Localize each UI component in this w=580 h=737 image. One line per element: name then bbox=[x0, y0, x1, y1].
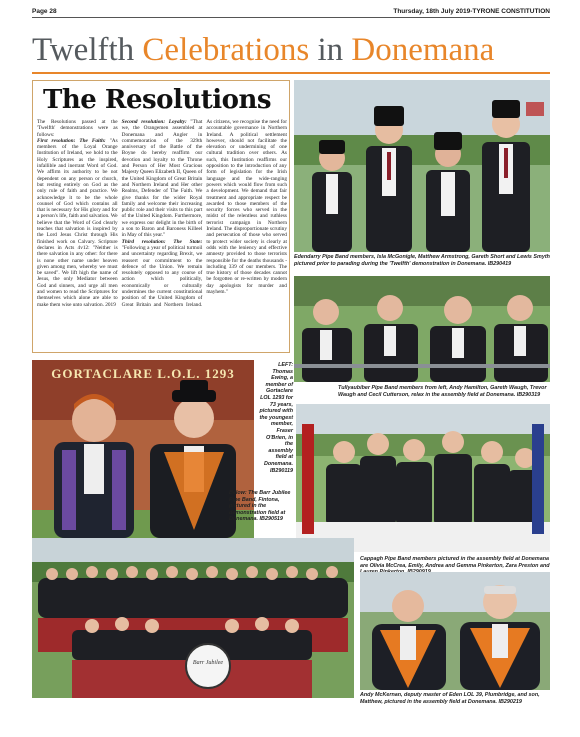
banner-lettering: GORTACLARE L.O.L. 1293 bbox=[51, 366, 235, 381]
article-paragraph: The Resolutions passed at the 'Twelfth' demonstrations were as follows: bbox=[37, 119, 118, 138]
article-title: The Resolutions bbox=[43, 85, 272, 115]
article-body bbox=[37, 119, 287, 351]
article-paragraph: Third resolution: The State: "Following a year of political turmoil and uncertainty regarding Brexit, we reassert our commitment to the defence of the Union. We remain resolutely opposed to any course of action which politically, economically or culturally undermines the current constitutional position of the United Kingdom of Great Britain and Northern Ireland. As citizens, we recognise the need for accountable governance in Northern Ireland. A political settlement however, should not facilitate the elevation or undermining of one cultural tradition over others. As such, this Institution reaffirms our opposition to the introduction of any form of legislation for the Irish language and the wide-ranging powers which would flow from such a development. We demand that fair treatment and appropriate respect be awarded to those members of the security forces who served in the midst of the relentless and ruthless terrorist campaign in Northern Ireland. The disproportionate scrutiny and persecution of those who served to protect wider society is clearly at odds with the leniency and effective amnesty provided to those terrorists responsible for the deaths thousands - including 339 of our members. The true history of those decades cannot be forgotten or re-written by modern day apologists for murder and mayhem." bbox=[121, 119, 287, 308]
page-headline bbox=[32, 30, 550, 70]
photo-four-men bbox=[294, 276, 550, 382]
headline-word-in: in bbox=[309, 32, 352, 68]
dateline: Thursday, 18th July 2019-TYRONE CONSTITUTION bbox=[393, 8, 550, 15]
headline-word-twelfth: Twelfth bbox=[32, 32, 143, 68]
article-paragraph: Second resolution: Loyalty: "That we, the Orangemen assembled at Donemana and Angler in commemoration of the 329th anniversary of the Battle of the Boyne do hereby reaffirm our devotion and loyalty to the Throne and Person of Her Most Gracious Majesty Queen Elizabeth II, Queen of the United Kingdom of Great Britain and Northern Ireland and Her other Realms, Defender of The Faith. We give thanks for the wider Royal family and welcome their increasing public role and their visits to this part of the United Kingdom. Furthermore, we express our delight in the birth of a son to Baron and Baroness Killeel in May of this year." bbox=[121, 119, 203, 239]
photo-barr-jubilee-band bbox=[32, 538, 354, 698]
photo-cappagh-band bbox=[296, 404, 550, 552]
caption-father-son: Andy McKernan, deputy master of Eden LOL 39, Plumbridge, and son, Matthew, pictured in the assembly field at Donemana. IB290219 bbox=[360, 692, 540, 705]
caption-pipe-band-youths: Edendarry Pipe Band members, Isla McGonigle, Matthew Armstrong, Gareth Short and Lewis Smyth pictured prior to parading during the 'Twelfth' demonstration in Donemana. IB290419 bbox=[294, 254, 550, 267]
photo-gortaclare-banner bbox=[32, 360, 254, 538]
headline-rule bbox=[32, 72, 550, 74]
headline-word-donemana: Donemana bbox=[351, 32, 495, 68]
caption-barr-band: Below: The Barr Jubilee Pipe Band, Fintona, pictured in the demonstration field at Donemana. IB290519 bbox=[229, 490, 291, 523]
caption-cappagh-band: Cappagh Pipe Band members pictured in the assembly field at Donemana are Olivia McCrea, Emily, Andrea and Gemma Pinkerton, Zara Preston and bbox=[360, 556, 550, 569]
headline-word-celebrations: Celebrations bbox=[142, 32, 310, 68]
drum-lettering: Barr Jubilee bbox=[192, 660, 224, 666]
header-rule bbox=[32, 17, 550, 18]
resolutions-article bbox=[32, 80, 290, 353]
page-number: Page 28 bbox=[32, 8, 57, 15]
photo-pipe-band-youths bbox=[294, 80, 550, 252]
article-paragraph: First resolution: The Faith: "As members of the Loyal Orange Institution of Ireland, we hold to the Holy Scriptures as the inspired, infallible and inerrant Word of God. We affirm its authority to be not dependent on any person or church, but resting entirely on God as the only rule of faith and practice. We acknowledge it to be the whole counsel of God which contains all that is necessary for His glory and for a person's life, faith and salvation. We believe that the Word of God clearly teaches that salvation is inspired by the Lord Jesus Christ through His finished work on Calvary. Scripture declares in Acts 4v12: "Neither is there salvation in any other: for there is none other name under heaven given among men, whereby we must be saved". We lift high the name of Jesus, the only Mediator between God and sinners, and urge all men and women to read the Scriptures for themselves which alone are able to make them wise unto salvation. 2019 bbox=[37, 137, 118, 308]
caption-four-men: Tullyaubiber Pipe Band members from left, Andy Hamilton, Gareth Waugh, Trevor Waugh and Cecil Cutterson, relax in the assembly field at Donemana. IB290319 bbox=[338, 385, 547, 398]
photo-father-son bbox=[360, 572, 550, 690]
caption-thomas-ewing: LEFT: Thomas Ewing, a member of Gortaclare LOL 1293 for 73 years, pictured with the youngest member, Fraser O'Brien, in the assembly field at Donemana. IB290119 bbox=[259, 362, 293, 474]
